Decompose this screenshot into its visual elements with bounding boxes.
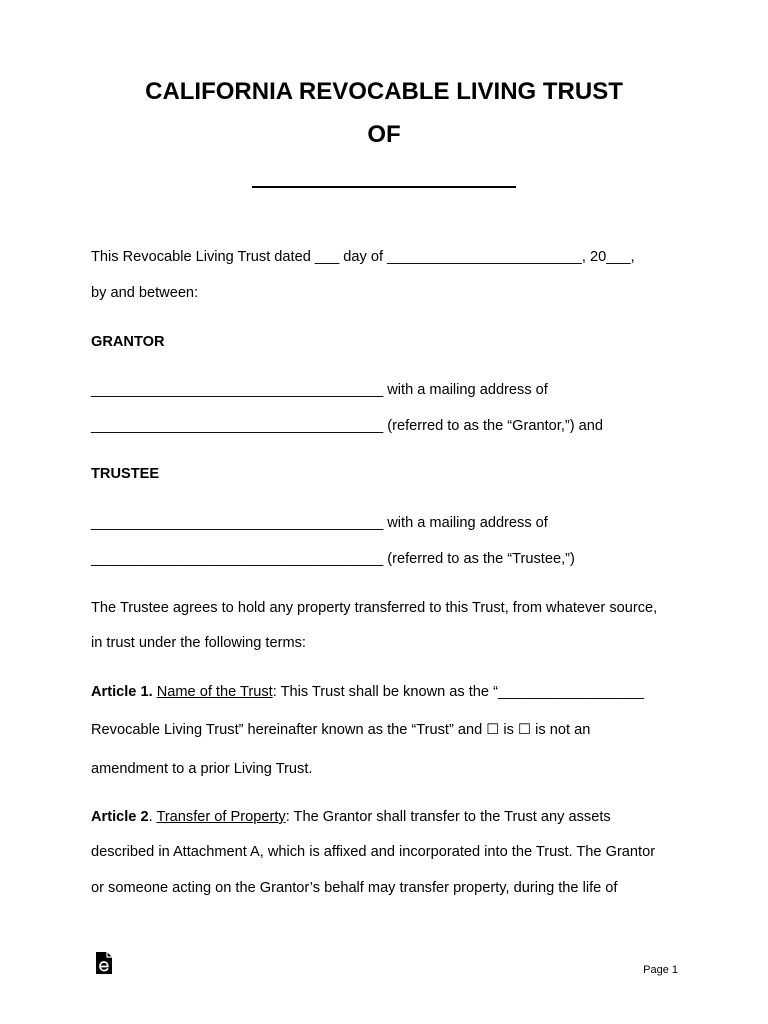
article-2-separator: . <box>148 809 157 825</box>
article-1-label: Article 1. <box>91 684 153 700</box>
terms-line-1: The Trustee agrees to hold any property transferred to this Trust, from whatever source, <box>91 600 658 616</box>
trustee-heading: TRUSTEE <box>91 466 160 482</box>
document-title-of: OF <box>367 121 401 148</box>
article-2-line-3: or someone acting on the Grantor’s behalf may transfer property, during the life of <box>91 880 618 896</box>
trustee-line-2: ____________________________________ (referred to as the “Trustee,”) <box>91 551 575 567</box>
intro-line-2: by and between: <box>91 285 199 301</box>
article-1-heading: Name of the Trust <box>156 684 273 700</box>
document-e-icon <box>95 951 113 975</box>
grantor-heading: GRANTOR <box>91 334 165 350</box>
document-title: CALIFORNIA REVOCABLE LIVING TRUST <box>145 78 623 105</box>
article-2-line-2: described in Attachment A, which is affixed and incorporated into the Trust. The Grantor <box>91 844 656 860</box>
trust-name-blank <box>252 186 516 188</box>
article-2-text: : The Grantor shall transfer to the Trust any assets <box>285 809 611 825</box>
article-2-line-1 <box>91 808 611 826</box>
page-number: Page 1 <box>643 964 678 976</box>
grantor-line-2: ____________________________________ (referred to as the “Grantor,”) and <box>91 418 603 434</box>
article-2-label: Article 2 <box>91 809 149 825</box>
article-1-text: : This Trust shall be known as the “__________________ <box>272 684 645 700</box>
article-2-heading: Transfer of Property <box>156 809 286 825</box>
trustee-line-1: ____________________________________ with a mailing address of <box>91 515 548 531</box>
grantor-line-1: ____________________________________ with a mailing address of <box>91 382 548 398</box>
article-1-line-1 <box>91 683 644 701</box>
article-1-line-3: amendment to a prior Living Trust. <box>91 761 313 777</box>
article-1-line-2: Revocable Living Trust” hereinafter known as the “Trust” and ☐ is ☐ is not an <box>91 722 591 738</box>
terms-line-2: in trust under the following terms: <box>91 635 306 651</box>
intro-line-1: This Revocable Living Trust dated ___ day of ________________________, 20___, <box>91 249 635 265</box>
